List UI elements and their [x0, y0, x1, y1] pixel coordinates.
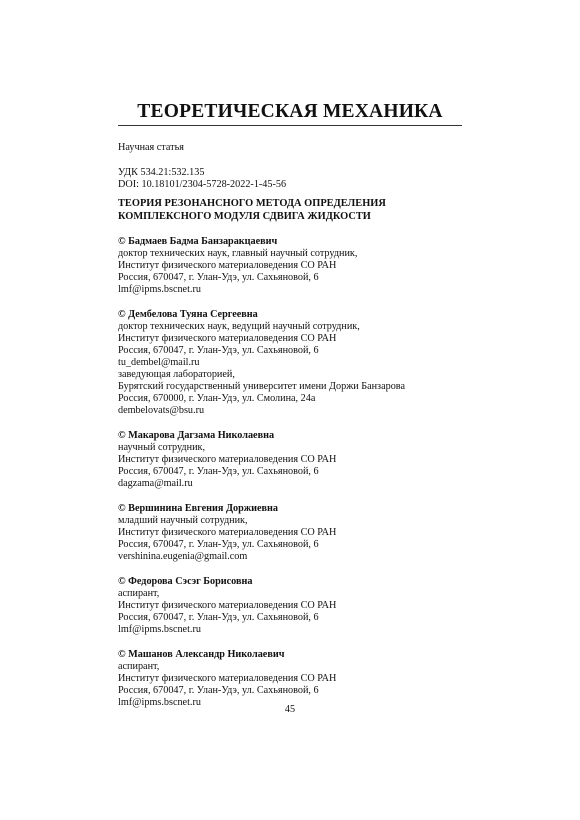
author-detail-line: lmf@ipms.bscnet.ru: [118, 284, 201, 295]
author-detail-line: lmf@ipms.bscnet.ru: [118, 697, 201, 708]
author-detail-line: tu_dembel@mail.ru: [118, 357, 200, 368]
author-detail-line: Институт физического материаловедения СО РАН: [118, 260, 337, 271]
author-block: [118, 649, 462, 709]
author-detail-line: Россия, 670047, г. Улан-Удэ, ул. Сахьяновой, 6: [118, 539, 319, 550]
author-detail-line: Россия, 670047, г. Улан-Удэ, ул. Сахьяновой, 6: [118, 345, 319, 356]
author-name: © Макарова Дагзама Николаевна: [118, 430, 275, 441]
author-name: © Машанов Александр Николаевич: [118, 649, 285, 660]
author-list: [118, 236, 462, 722]
author-name: © Дембелова Туяна Сергеевна: [118, 309, 258, 320]
udk-code: УДК 534.21:532.135: [118, 167, 205, 178]
author-detail-line: lmf@ipms.bscnet.ru: [118, 624, 201, 635]
author-detail-line: Россия, 670047, г. Улан-Удэ, ул. Сахьяновой, 6: [118, 272, 319, 283]
author-name: © Федорова Сэсэг Борисовна: [118, 576, 253, 587]
author-detail-line: доктор технических наук, ведущий научный сотрудник,: [118, 321, 360, 332]
author-detail-line: Россия, 670047, г. Улан-Удэ, ул. Сахьяновой, 6: [118, 612, 319, 623]
author-detail-line: Институт физического материаловедения СО РАН: [118, 454, 337, 465]
heading-rule: [118, 125, 462, 126]
article-title-line: КОМПЛЕКСНОГО МОДУЛЯ СДВИГА ЖИДКОСТИ: [118, 210, 371, 222]
author-detail-line: заведующая лабораторией,: [118, 369, 235, 380]
author-detail-line: dagzama@mail.ru: [118, 478, 193, 489]
author-detail-line: Институт физического материаловедения СО РАН: [118, 673, 337, 684]
author-detail-line: Россия, 670047, г. Улан-Удэ, ул. Сахьяновой, 6: [118, 466, 319, 477]
author-block: [118, 576, 462, 636]
journal-section-heading: ТЕОРЕТИЧЕСКАЯ МЕХАНИКА: [137, 101, 443, 122]
author-detail-line: аспирант,: [118, 588, 160, 599]
author-block: [118, 430, 462, 490]
page-number: 45: [284, 704, 296, 715]
author-block: [118, 503, 462, 563]
author-block: [118, 309, 462, 417]
author-detail-line: Институт физического материаловедения СО РАН: [118, 527, 337, 538]
author-detail-line: Бурятский государственный университет имени Доржи Банзарова: [118, 381, 405, 392]
author-detail-line: Россия, 670047, г. Улан-Удэ, ул. Сахьяновой, 6: [118, 685, 319, 696]
author-detail-line: доктор технических наук, главный научный сотрудник,: [118, 248, 358, 259]
article-title: [118, 198, 462, 223]
author-name: © Бадмаев Бадма Банзаракцаевич: [118, 236, 278, 247]
article-kind: Научная статья: [118, 142, 184, 153]
author-detail-line: vershinina.eugenia@gmail.com: [118, 551, 248, 562]
author-detail-line: Россия, 670000, г. Улан-Удэ, ул. Смолина, 24а: [118, 393, 316, 404]
author-detail-line: Институт физического материаловедения СО РАН: [118, 333, 337, 344]
author-detail-line: Институт физического материаловедения СО РАН: [118, 600, 337, 611]
author-name: © Вершинина Евгения Доржиевна: [118, 503, 278, 514]
doi: DOI: 10.18101/2304-5728-2022-1-45-56: [118, 179, 287, 190]
article-title-line: ТЕОРИЯ РЕЗОНАНСНОГО МЕТОДА ОПРЕДЕЛЕНИЯ: [118, 198, 386, 209]
author-detail-line: младший научный сотрудник,: [118, 515, 248, 526]
author-block: [118, 236, 462, 296]
author-detail-line: научный сотрудник,: [118, 442, 206, 453]
author-detail-line: dembelovats@bsu.ru: [118, 405, 205, 416]
author-detail-line: аспирант,: [118, 661, 160, 672]
